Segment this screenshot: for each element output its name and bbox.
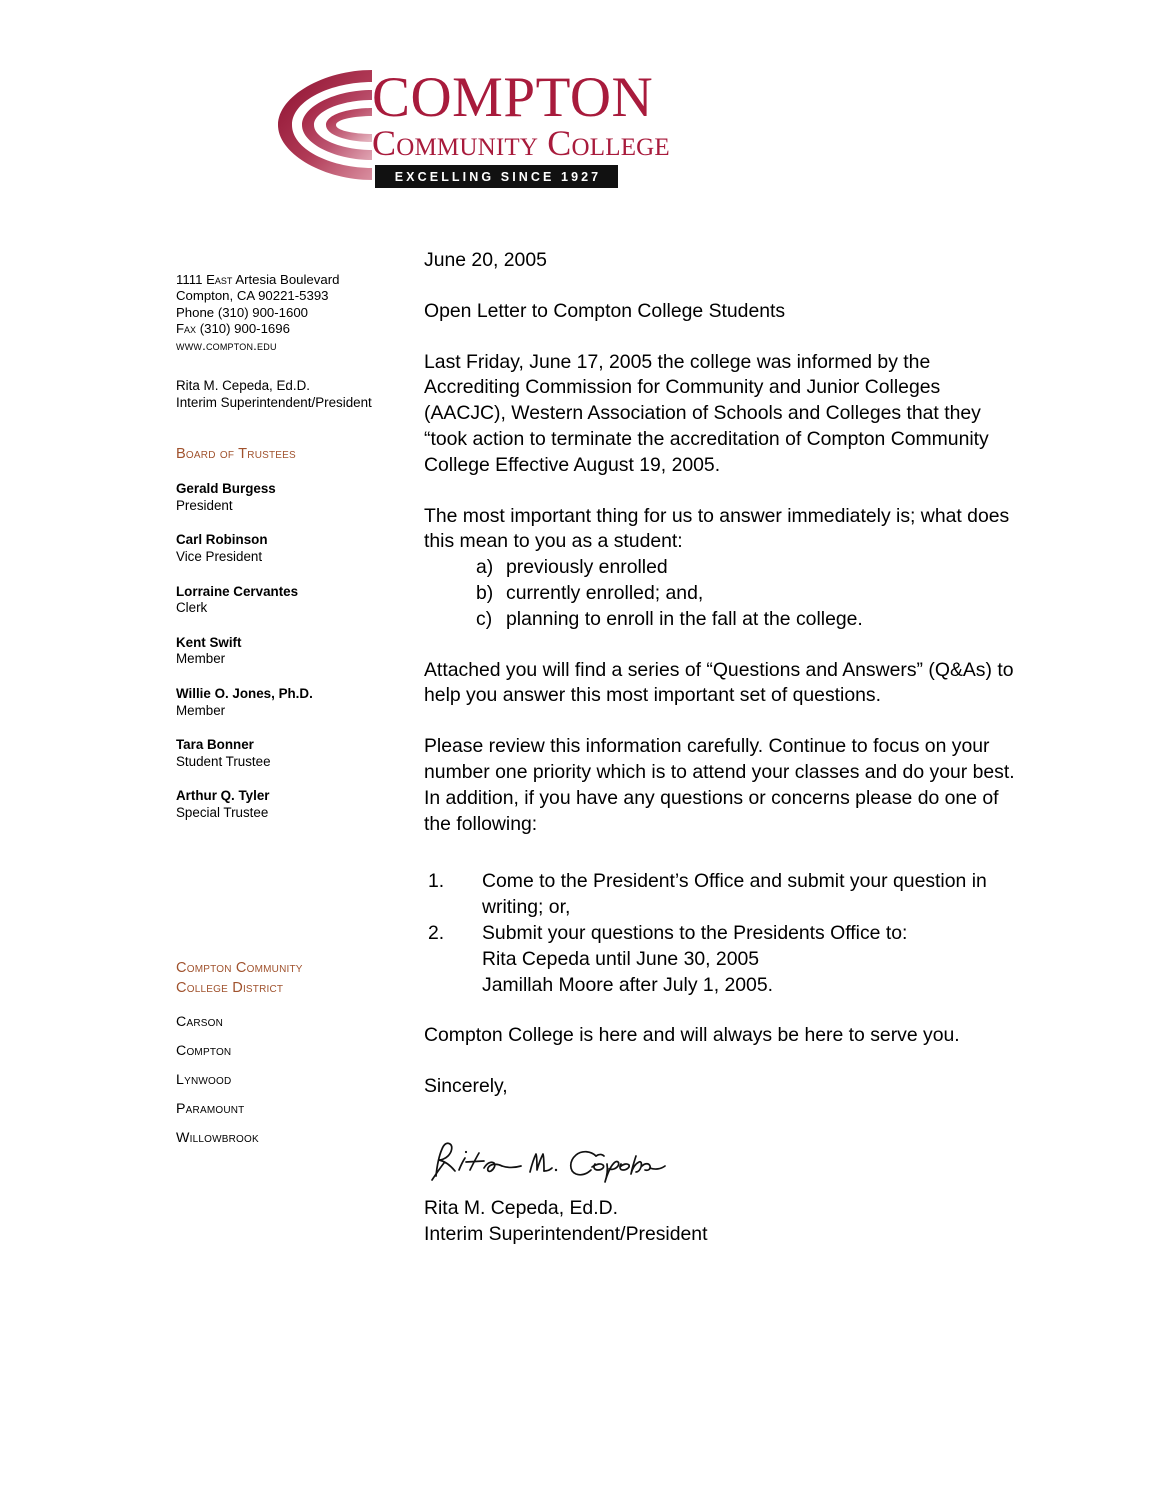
numbered-list-item [428,869,1024,921]
trustee-item [176,635,408,668]
trustee-name: Carl Robinson [176,532,268,548]
address-city-state-zip: Compton, CA 90221-5393 [176,288,329,304]
district-block [176,958,408,1147]
trustee-name: Willie O. Jones, Ph.D. [176,685,313,701]
wordmark-community-college: Community College [372,123,670,163]
street-name: Artesia Boulevard [235,272,340,287]
trustee-role: President [176,497,233,513]
phone-label: Phone [176,304,215,320]
address-phone [176,305,408,321]
compton-c-swoosh-logo-icon [268,64,380,186]
numbered-list-subline: Rita Cepeda until June 30, 2005 [482,947,760,970]
alpha-list-marker: b) [476,581,494,604]
sidebar [176,272,408,1147]
tagline-text: EXCELLING SINCE 1927 [394,169,602,184]
trustee-name: Tara Bonner [176,737,254,753]
fax-number: (310) 900-1696 [199,321,290,337]
address-block [176,272,408,354]
district-heading-line2: College District [176,979,284,996]
letterhead [268,62,888,192]
president-block [176,378,408,411]
numbered-list-item [428,921,1024,998]
district-city: Willowbrook [176,1129,259,1146]
trustee-item [176,788,408,821]
trustee-item [176,584,408,617]
address-street [176,272,408,288]
trustee-name: Gerald Burgess [176,481,276,497]
trustee-role: Member [176,702,226,718]
fax-label: Fax [176,321,197,337]
letter-closing: Sincerely, [424,1075,508,1098]
signoff-title: Interim Superintendent/President [424,1222,708,1245]
address-fax [176,321,408,337]
district-city: Paramount [176,1100,245,1117]
alpha-list-marker: a) [476,556,494,579]
letter-subject: Open Letter to Compton College Students [424,299,786,322]
trustee-item [176,686,408,719]
president-title: Interim Superintendent/President [176,394,372,410]
phone-number: (310) 900-1600 [217,304,308,320]
signoff-name: Rita M. Cepeda, Ed.D. [424,1196,618,1219]
district-city: Lynwood [176,1071,232,1088]
address-website[interactable]: www.compton.edu [176,337,277,353]
alpha-list [424,555,1024,632]
street-direction: East [206,272,233,287]
trustee-name: Kent Swift [176,634,242,650]
alpha-list-item [476,607,1024,633]
letter-body [424,248,1024,1248]
numbered-list-text: Submit your questions to the Presidents Office to: [482,921,908,944]
logo-wordmark [372,66,882,188]
list-spacer [424,837,1024,869]
trustee-list [176,481,408,821]
numbered-list-marker: 1. [428,870,445,893]
trustee-role: Vice President [176,549,263,564]
letter-date: June 20, 2005 [424,249,547,271]
tagline-bar [375,165,618,188]
trustee-name: Lorraine Cervantes [176,583,299,599]
alpha-list-marker: c) [476,607,493,630]
alpha-list-text: previously enrolled [506,556,668,579]
trustee-name: Arthur Q. Tyler [176,788,270,804]
trustee-role: Clerk [176,600,208,616]
letter-paragraph-5: Compton College is here and will always be here to serve you. [424,1024,960,1047]
trustee-item [176,481,408,514]
district-heading-line1: Compton Community [176,959,303,976]
trustee-role: Special Trustee [176,804,269,820]
numbered-list [424,869,1024,998]
numbered-list-marker: 2. [428,921,445,944]
president-name: Rita M. Cepeda, Ed.D. [176,378,310,394]
alpha-list-item [476,581,1024,607]
district-city: Compton [176,1042,232,1059]
district-city: Carson [176,1013,224,1030]
letter-paragraph-4: Please review this information carefully. Continue to focus on your number one priority which is to attend your classes and do your best. In addition, if you have any questions or concerns please do one of the following: [424,735,1015,835]
board-of-trustees-heading: Board of Trustees [176,446,296,463]
street-number: 1111 [176,272,203,287]
numbered-list-subline: Jamillah Moore after July 1, 2005. [482,973,774,996]
wordmark-compton: COMPTON [372,66,654,129]
numbered-list-text: Come to the President’s Office and submit your question in writing; or, [482,870,987,919]
trustee-role: Member [176,651,226,667]
alpha-list-item [476,555,1024,581]
letter-paragraph-3: Attached you will find a series of “Questions and Answers” (Q&As) to help you answer this most important set of questions. [424,658,1014,707]
trustee-item [176,737,408,770]
trustee-item [176,532,408,565]
letter-paragraph-2: The most important thing for us to answer immediately is; what does this mean to you as a student: [424,504,1010,553]
signoff-block [424,1196,1024,1248]
trustee-role: Student Trustee [176,753,271,769]
district-city-list [176,1013,408,1147]
signature-image [424,1130,1024,1196]
letter-paragraph-1: Last Friday, June 17, 2005 the college was informed by the Accrediting Commission for Community and Junior Colleges (AACJC), Western Association of Schools and Colleges that they “took action to terminate the accreditation of Compton Community College Effective August 19, 2005. [424,350,989,476]
alpha-list-text: planning to enroll in the fall at the college. [506,607,863,630]
alpha-list-text: currently enrolled; and, [506,581,704,604]
